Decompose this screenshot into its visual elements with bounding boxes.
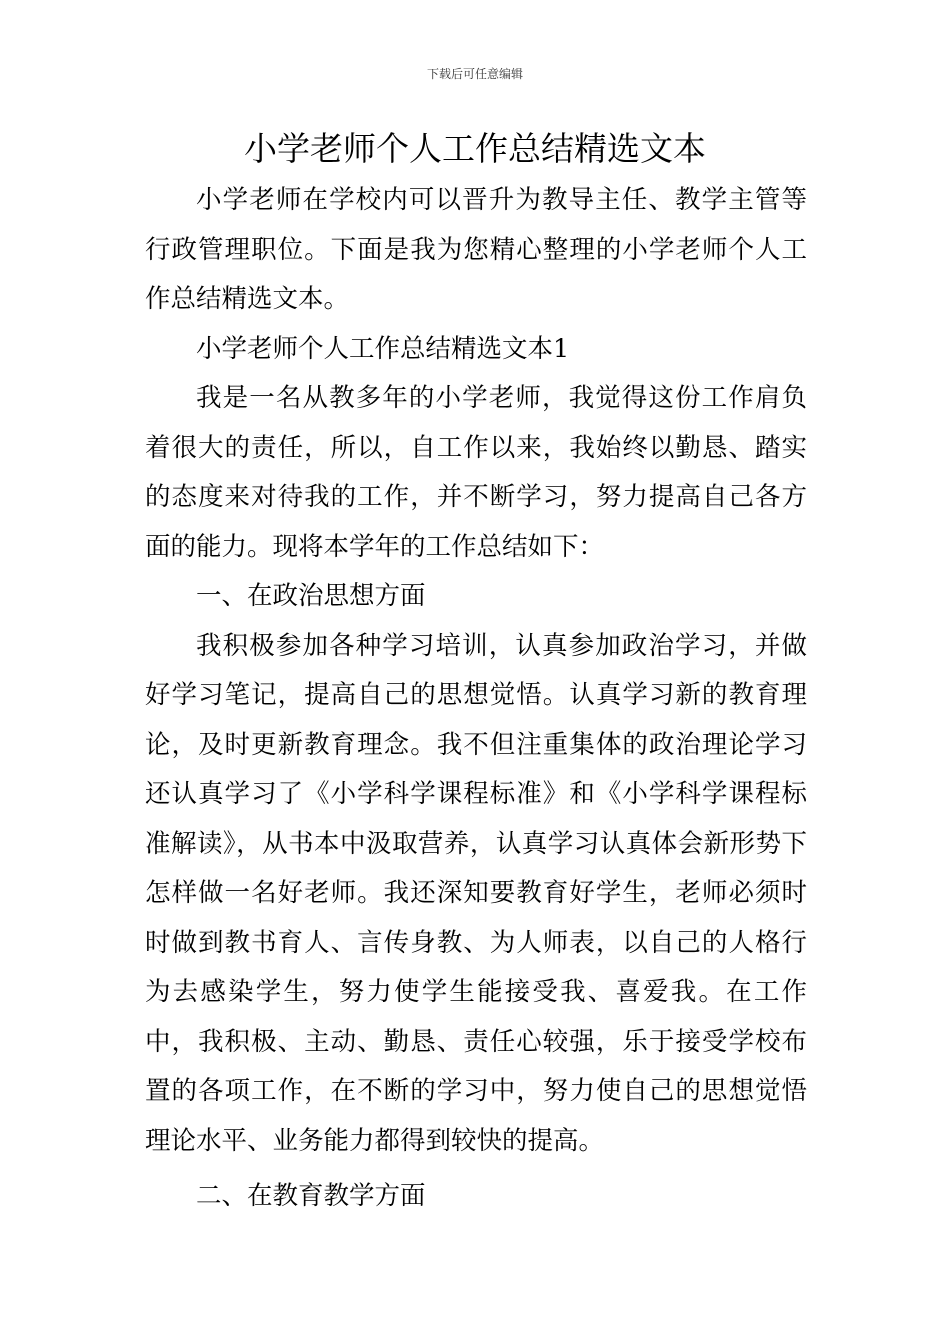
document-body [145,176,807,1222]
header-note: 下载后可任意编辑 [426,67,523,81]
paragraph-intro: 小学老师在学校内可以晋升为教导主任、教学主管等行政管理职位。下面是我为您精心整理的小学老师个人工作总结精选文本。 [145,185,807,314]
section-heading-political: 一、在政治思想方面 [196,581,426,611]
document-title: 小学老师个人工作总结精选文本 [244,129,706,168]
section-heading-teaching: 二、在教育教学方面 [196,1181,426,1211]
paragraph-self-intro: 我是一名从教多年的小学老师，我觉得这份工作肩负着很大的责任，所以，自工作以来，我始终以勤恳、踏实的态度来对待我的工作，并不断学习，努力提高自己各方面的能力。现将本学年的工作总结如下： [145,383,807,562]
section-heading-sample-1: 小学老师个人工作总结精选文本1 [196,333,570,364]
paragraph-political: 我积极参加各种学习培训，认真参加政治学习，并做好学习笔记，提高自己的思想觉悟。认真学习新的教育理论，及时更新教育理念。我不但注重集体的政治理论学习还认真学习了《小学科学课程标准》和《小学科学课程标准解读》，从书本中汲取营养，认真学习认真体会新形势下怎样做一名好老师。我还深知要教育好学生，老师必须时时做到教书育人、言传身教、为人师表，以自己的人格行为去感染学生，努力使学生能接受我、喜爱我。在工作中，我积极、主动、勤恳、责任心较强，乐于接受学校布置的各项工作，在不断的学习中，努力使自己的思想觉悟理论水平、业务能力都得到较快的提高。 [145,630,807,1156]
